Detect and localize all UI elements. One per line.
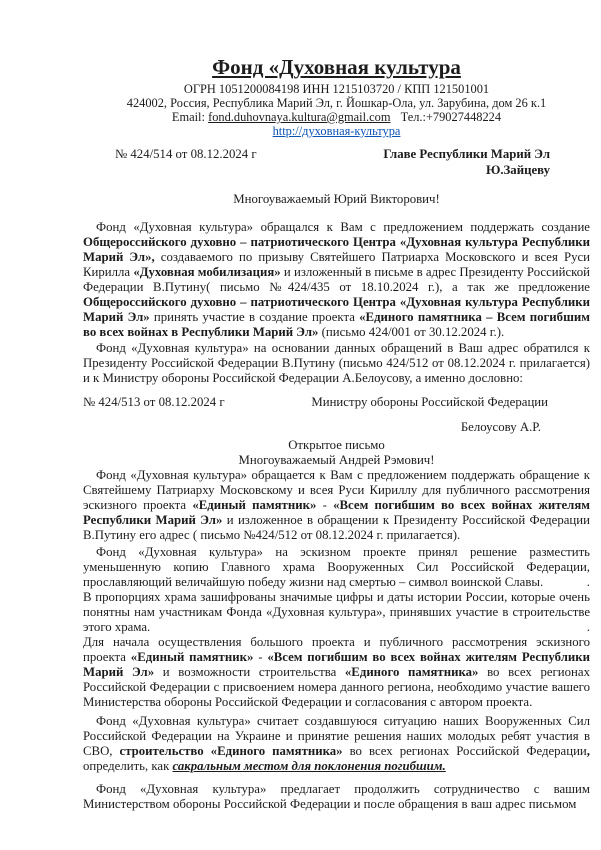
letterhead xyxy=(83,55,590,138)
body-paragraph: Фонд «Духовная культура» на основании данных обращений в Ваш адрес обратился к Президенту Российской Федерации В.Путину (письмо 424/512 от 08.12.2024 г. прилагается) и к Министру обороны Российской Федерации А.Белоусову, а именно дословно: xyxy=(83,341,590,385)
addressee-title: Главе Республики Марий Эл xyxy=(383,147,550,161)
reference-row xyxy=(83,147,590,178)
inner-addressee-name: Белоусову А.Р. xyxy=(460,420,541,434)
org-address-line: 424002, Россия, Республика Марий Эл, г. Йошкар-Ола, ул. Зарубина, дом 26 к.1 xyxy=(126,96,547,110)
email-link[interactable]: fond.duhovnaya.kultura@gmail.com xyxy=(208,110,391,124)
phone-text: Тел.:+79027448224 xyxy=(400,110,502,124)
addressee-name: Ю.Зайцеву xyxy=(485,162,550,177)
org-website-line xyxy=(83,124,590,138)
body-paragraph: Фонд «Духовная культура» обращается к Вам с предложением поддержать обращение к Святейшему Патриарху Московскому и всея Руси Кириллу для публичного рассмотрения эскизного проекта «Единый памятник» - «Всем погибшим во всех войнах жителям Республики Марий Эл» и изложенное в обращении к Президенту Российской Федерации В.Путину его адрес ( письмо №424/512 от 08.12.2024 г. прилагается). xyxy=(83,468,590,542)
body-paragraph: В пропорциях храма зашифрованы значимые цифры и даты истории России, которые очень понятны нам участникам Фонда «Духовная культура», принявших участие в строительстве этого храма. . xyxy=(83,590,590,634)
inner-reference-row xyxy=(83,395,590,410)
website-link[interactable]: http://духовная-культура xyxy=(272,124,401,138)
salutation-governor: Многоуважаемый Юрий Викторович! xyxy=(233,192,440,206)
body-paragraph: Для начала осуществления большого проекта и публичного рассмотрения эскизного проекта «Единый памятник» - «Всем погибшим во всех войнах жителям Республики Марий Эл» и возможности строительства «Единого памятника» во всех регионах Российской Федерации с присвоением номера данного региона, необходимо участие вашего Министерства обороны Российской Федерации и согласования с автором проекта. xyxy=(83,635,591,709)
inner-ref-number: № 424/513 от 08.12.2024 г xyxy=(83,395,225,409)
body-paragraph: Фонд «Духовная культура» предлагает продолжить сотрудничество с вашим Министерством обороны Российской Федерации и после обращения в ваш адрес письмом xyxy=(83,782,590,811)
body-paragraph: Фонд «Духовная культура» на эскизном проекте принял решение разместить уменьшенную копию Главного храма Вооруженных Сил Российской Федерации, прославляющий величайшую победу жизни над смертью – символ воинской Славы. . xyxy=(83,545,590,589)
salutation-minister: Многоуважаемый Андрей Рэмович! xyxy=(238,453,435,467)
org-title: Фонд «Духовная культура xyxy=(212,55,461,79)
addressee-block xyxy=(383,147,550,178)
org-contacts-line xyxy=(83,110,590,124)
body-paragraph: Фонд «Духовная культура» считает создавшуюся ситуацию наших Вооруженных Сил Российской Федерации на Украине и принятие решения наших молодых ребят участия в СВО, строительство «Единого памятника» во всех регионах Российской Федерации, определить, как сакральным местом для поклонения погибшим. xyxy=(83,714,590,773)
outgoing-ref-number: № 424/514 от 08.12.2024 г xyxy=(115,147,257,161)
email-label: Email: xyxy=(171,110,205,124)
body-paragraph: Фонд «Духовная культура» обращался к Вам с предложением поддержать создание Общероссийского духовно – патриотического Центра «Духовная культура Республики Марий Эл», создаваемого по призыву Святейшего Патриарха Московского и всея Руси Кирилла «Духовная мобилизация» и изложенный в письме в адрес Президенту Российской Федерации В.Путину( письмо №424/435 от 18.10.2024 г.), а так же предложение Общероссийского духовно – патриотического Центра «Духовная культура Республики Марий Эл» принять участие в создание проекта «Единого памятника – Всем погибшим во всех войнах в Республики Марий Эл» (письмо 424/001 от 30.12.2024 г.). xyxy=(83,220,590,339)
org-registration-line: ОГРН 1051200084198 ИНН 1215103720 / КПП 121501001 xyxy=(183,82,490,96)
inner-addressee-title: Министру обороны Российской Федерации xyxy=(311,395,548,409)
letter-subject: Открытое письмо xyxy=(288,438,385,452)
